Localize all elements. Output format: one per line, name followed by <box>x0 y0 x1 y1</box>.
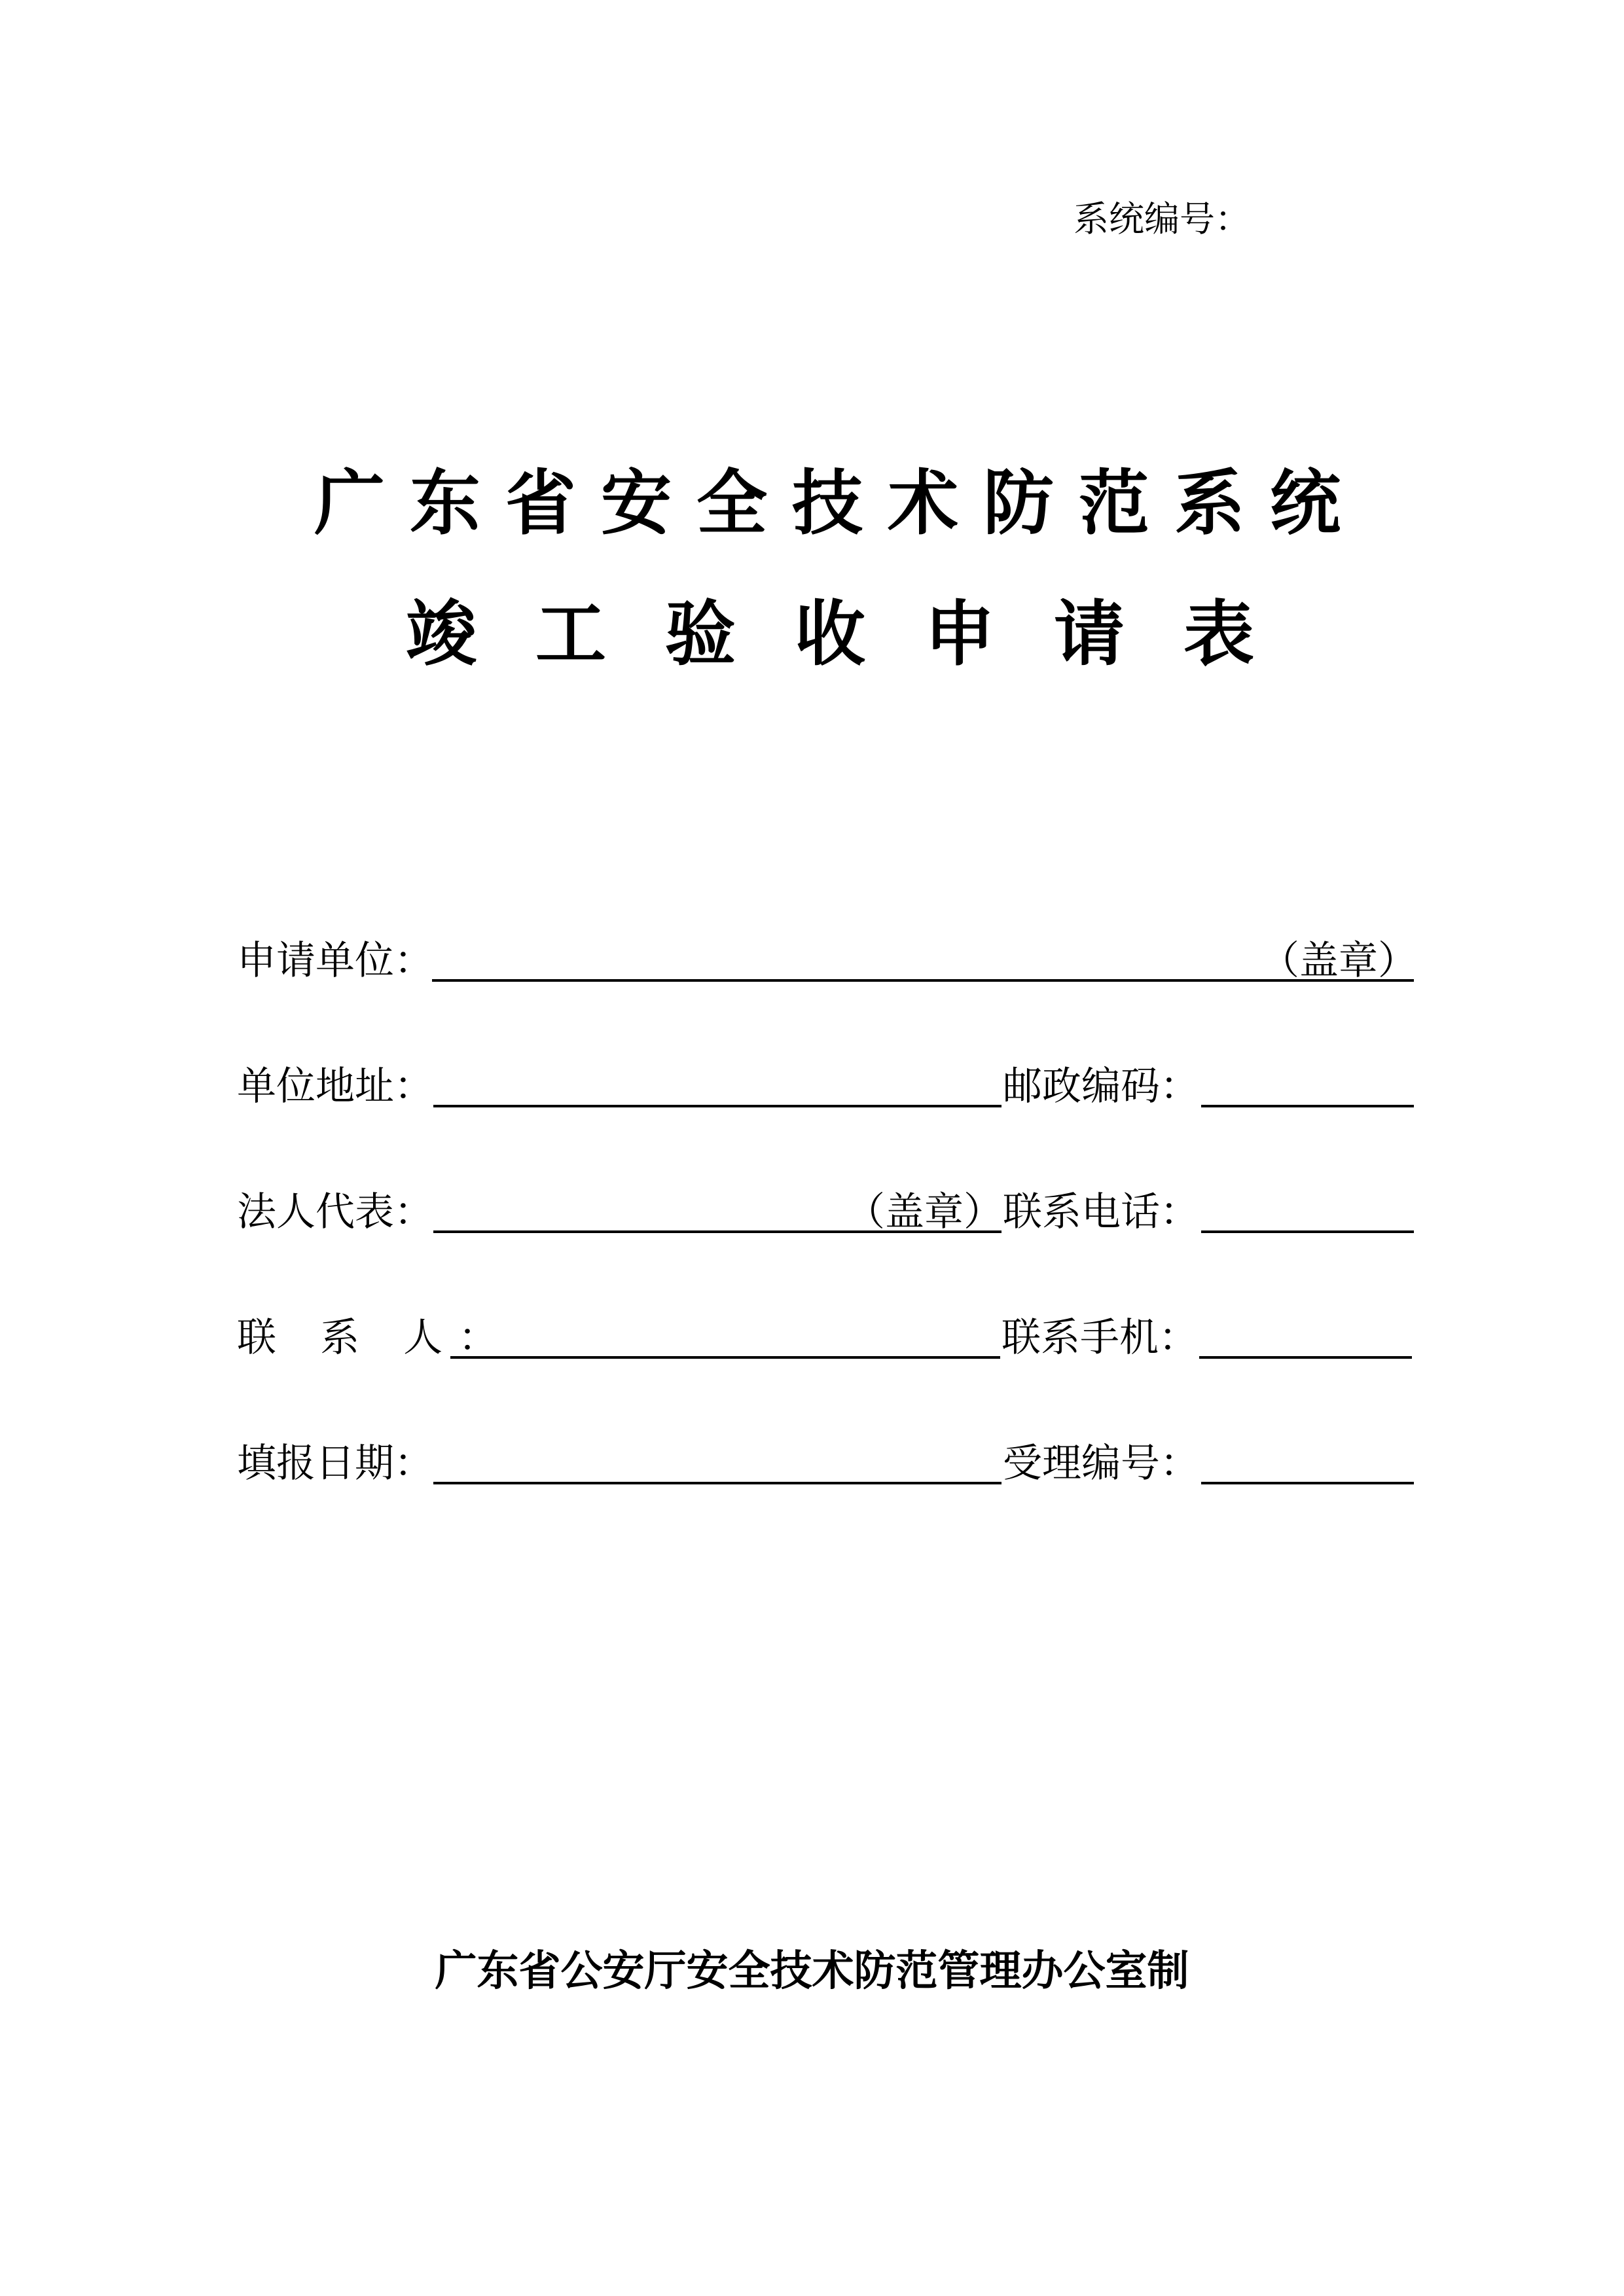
mobile-label: 联系手机： <box>1001 1315 1198 1361</box>
address-field[interactable] <box>433 1105 1001 1107</box>
receipt-no-field[interactable] <box>1201 1482 1414 1484</box>
date-label: 填报日期： <box>237 1441 433 1486</box>
title-line-2: 竣工验收申请表 <box>406 594 1314 675</box>
postcode-field[interactable] <box>1201 1105 1414 1107</box>
postcode-label: 邮政编码： <box>1003 1064 1199 1109</box>
legal-rep-seal-note: （盖章） <box>846 1189 1003 1235</box>
issuer-footer: 广东省公安厅安全技术防范管理办公室制 <box>435 1947 1189 1996</box>
applicant-seal-note: （盖章） <box>1260 938 1417 984</box>
applicant-label: 申请单位： <box>237 938 433 984</box>
phone-label: 联系电话： <box>1003 1189 1199 1235</box>
title-line-1: 广东省安全技术防范系统 <box>314 463 1366 545</box>
address-label: 单位地址： <box>237 1064 433 1109</box>
legal-rep-label: 法人代表： <box>237 1189 433 1235</box>
mobile-field[interactable] <box>1199 1356 1412 1359</box>
phone-field[interactable] <box>1201 1230 1414 1233</box>
contact-field[interactable] <box>450 1356 1000 1359</box>
system-number-label: 系统编号： <box>1074 198 1250 240</box>
date-field[interactable] <box>433 1482 1001 1484</box>
contact-label: 联 系 人： <box>237 1315 514 1361</box>
receipt-no-label: 受理编号： <box>1003 1441 1199 1486</box>
